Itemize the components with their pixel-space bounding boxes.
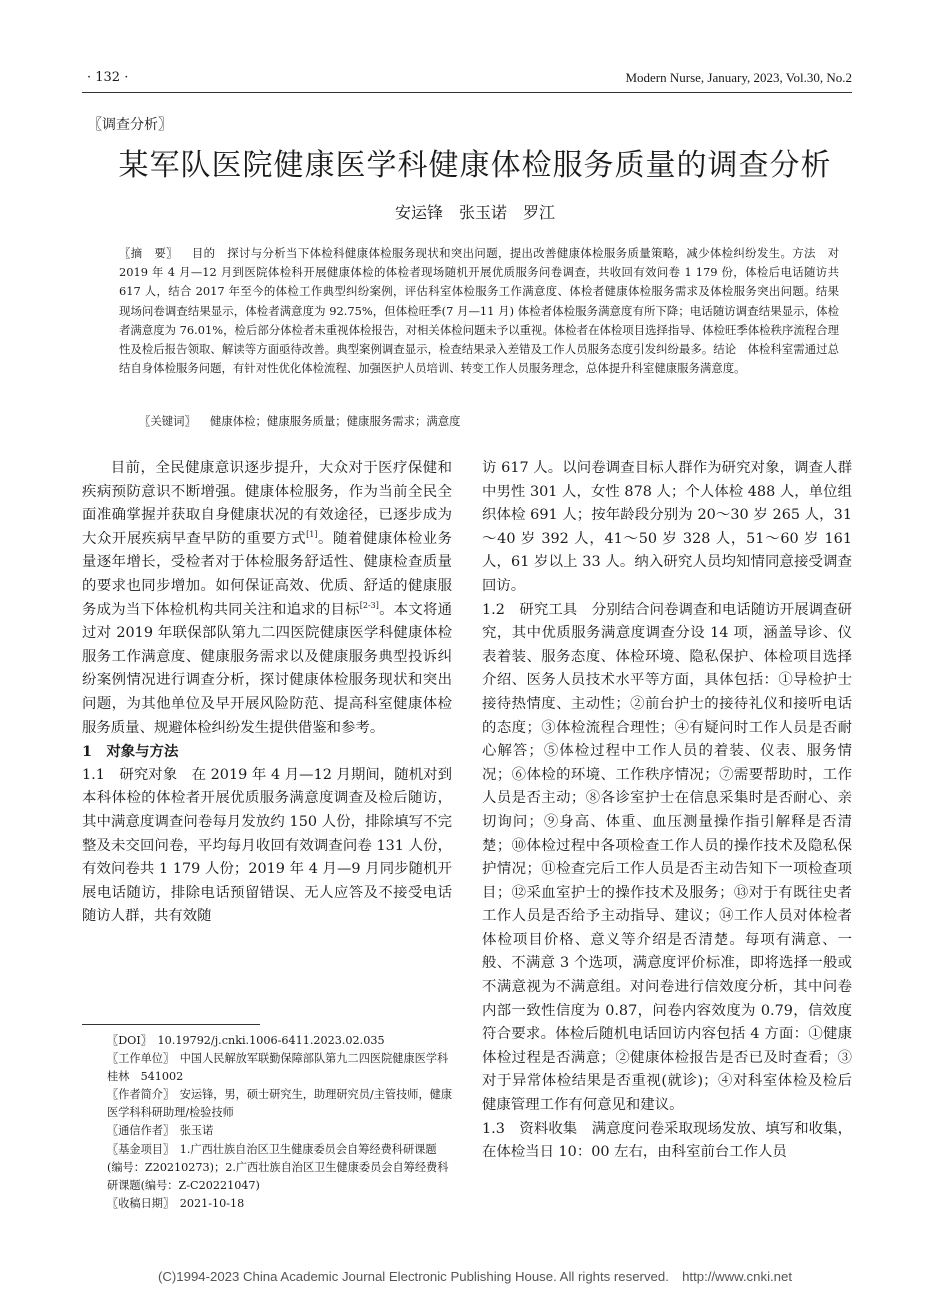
header-divider bbox=[82, 92, 852, 93]
body-column-left bbox=[82, 457, 452, 1057]
keywords-label: 〖关键词〗 bbox=[139, 414, 196, 428]
keywords bbox=[139, 413, 839, 429]
section-1-1-paragraph: 1.1 研究对象 在 2019 年 4 月—12 月期间，随机对到本科体检的体检者开展优质服务满意度调查及检后随访，其中满意度调查问卷每月发放约 150 人份，排除填写不完整及未交回问卷，平均每月收回有效调查问卷 131 人份，有效问卷共 1 179 人份；2019 年 4 月—9 月同步随机开展电话随访，排除电话预留错误、无人应答及不接受电话随访人群，共有效随 bbox=[82, 766, 452, 925]
footnote-affiliation: 〖工作单位〗 中国人民解放军联勤保障部队第九二四医院健康医学科 桂林 541002 bbox=[107, 1052, 460, 1084]
abstract-text: 目的 探讨与分析当下体检科健康体检服务现状和突出问题，提出改善健康体检服务质量策略，减少体检纠纷发生。方法 对 2019 年 4 月—12 月到医院体检科开展健康体检的体检者现场随机开展优质服务问卷调查，共收回有效问卷 1 179 份，体检后电话随访共 617 人，结合 2017 年至今的体检工作典型纠纷案例，评估科室体检服务工作满意度、体检者健康体检服务需求及体检服务突出问题。结果 现场问卷调查结果显示，体检者满意度为 92.75%，但体检旺季(7 月—11 月) 体检者体检服务满意度有所下降；电话随访调查结果显示，体检者满意度为 76.01%，检后部分体检者未重视体检报告，对相关体检问题未予以重视。体检者在体检项目选择指导、体检旺季体检秩序流程合理性及检后报告领取、解读等方面亟待改善。典型案例调查显示，检查结果录入差错及工作人员服务态度引发纠纷最多。结论 体检科室需通过总结自身体检服务问题，有针对性优化体检流程、加强医护人员培训、转变工作人员服务理念，总体提升科室健康服务满意度。 bbox=[119, 246, 851, 376]
page-number: · 132 · bbox=[87, 70, 129, 85]
citation-2: [2-3] bbox=[359, 600, 379, 610]
section-heading-1: 1 对象与方法 bbox=[82, 743, 179, 761]
section-1-3-paragraph: 1.3 资料收集 满意度问卷采取现场发放、填写和收集，在体检当日 10：00 左右，由科室前台工作人员 bbox=[482, 1120, 852, 1161]
intro-paragraph bbox=[82, 457, 452, 740]
subjects-paragraph: 访 617 人。以问卷调查目标人群作为研究对象，调查人群中男性 301 人，女性 878 人；个人体检 488 人，单位组织体检 691 人；按年龄段分别为 20～30 岁 265 人，31～40 岁 392 人，41～50 岁 328 人，51～60 岁 161 人，61 岁以上 33 人。纳入研究人员均知情同意接受调查回访。 bbox=[482, 460, 852, 594]
footnotes bbox=[107, 1032, 460, 1213]
intro-text-2: 。随着健康体检业务量逐年增长，受检者对于体检服务舒适性、健康检查质量的要求也同步增加。如何保证高效、优质、舒适的健康服务成为当下体检机构共同关注和追求的目标 bbox=[82, 530, 452, 618]
section-1-2-paragraph: 1.2 研究工具 分别结合问卷调查和电话随访开展调查研究，其中优质服务满意度调查分设 14 项，涵盖导诊、仪表着装、服务态度、体检环境、隐私保护、体检项目选择介绍、医务人员技术水平等方面，具体包括：①导检护士接待热情度、主动性；②前台护士的接待礼仪和接听电话的态度；③体检流程合理性；④有疑问时工作人员是否耐心解答；⑤体检过程中工作人员的着装、仪表、服务情况；⑥体检的环境、工作秩序情况；⑦需要帮助时，工作人员是否主动；⑧各诊室护士在信息采集时是否耐心、亲切询问；⑨身高、体重、血压测量操作指引解释是否清楚；⑩体检过程中各项检查工作人员的操作技术及隐私保护情况；⑪检查完后工作人员是否主动告知下一项检查项目；⑫采血室护士的操作技术及服务；⑬对于有既往史者工作人员是否给予主动指导、建议；⑭工作人员对体检者体检项目价格、意义等介绍是否清楚。每项有满意、一般、不满意 3 个选项，满意度评价标准，即将选择一般或不满意视为不满意组。对问卷进行信效度分析，其中问卷内部一致性信度为 0.87，问卷内容效度为 0.79，信效度符合要求。体检后随机电话回访内容包括 4 方面：①健康体检过程是否满意；②健康体检报告是否已及时查看；③对于异常体检结果是否重视(就诊)；④对科室体检及检后健康管理工作有何意见和建议。 bbox=[482, 601, 852, 1114]
abstract bbox=[119, 244, 851, 378]
footnote-funding: 〖基金项目〗 1.广西壮族自治区卫生健康委员会自筹经费科研课题(编号：Z20210273)；2.广西壮族自治区卫生健康委员会自筹经费科研课题(编号：Z-C20221047) bbox=[107, 1142, 449, 1192]
journal-info: Modern Nurse, January, 2023, Vol.30, No.2 bbox=[625, 70, 852, 85]
footnote-divider bbox=[82, 1024, 260, 1025]
copyright-watermark: (C)1994-2023 China Academic Journal Electronic Publishing House. All rights reserved. http://www.cnki.net bbox=[157, 1269, 793, 1284]
intro-text-1: 目前，全民健康意识逐步提升，大众对于医疗保健和疾病预防意识不断增强。健康体检服务，作为当前全民全面准确掌握并获取自身健康状况的有效途径，已逐步成为大众开展疾病早查早防的重要方式 bbox=[82, 460, 452, 547]
footnote-corresponding: 〖通信作者〗 张玉诺 bbox=[107, 1124, 214, 1138]
article-title: 某军队医院健康医学科健康体检服务质量的调查分析 bbox=[118, 148, 832, 183]
citation-1: [1] bbox=[306, 529, 318, 539]
authors: 安运锋 张玉诺 罗江 bbox=[394, 203, 555, 222]
article-category: 〖调查分析〗 bbox=[88, 117, 172, 133]
footnote-doi: 〖DOI〗 10.19792/j.cnki.1006-6411.2023.02.035 bbox=[107, 1034, 385, 1047]
footnote-author-bio: 〖作者简介〗 安运锋，男，硕士研究生，助理研究员/主管技师，健康医学科科研助理/检验技师 bbox=[107, 1088, 453, 1120]
abstract-label: 〖摘 要〗 bbox=[119, 246, 178, 260]
body-column-right bbox=[482, 457, 852, 1257]
keywords-text: 健康体检；健康服务质量；健康服务需求；满意度 bbox=[209, 414, 461, 428]
intro-text-3: 。本文将通过对 2019 年联保部队第九二四医院健康医学科健康体检服务工作满意度、健康服务需求以及健康服务典型投诉纠纷案例情况进行调查分析，探讨健康体检服务现状和突出问题，为其他单位及早开展风险防范、提高科室健康体检服务质量、规避体检纠纷发生提供借鉴和参考。 bbox=[82, 601, 452, 736]
footnote-received: 〖收稿日期〗 2021-10-18 bbox=[107, 1196, 245, 1210]
